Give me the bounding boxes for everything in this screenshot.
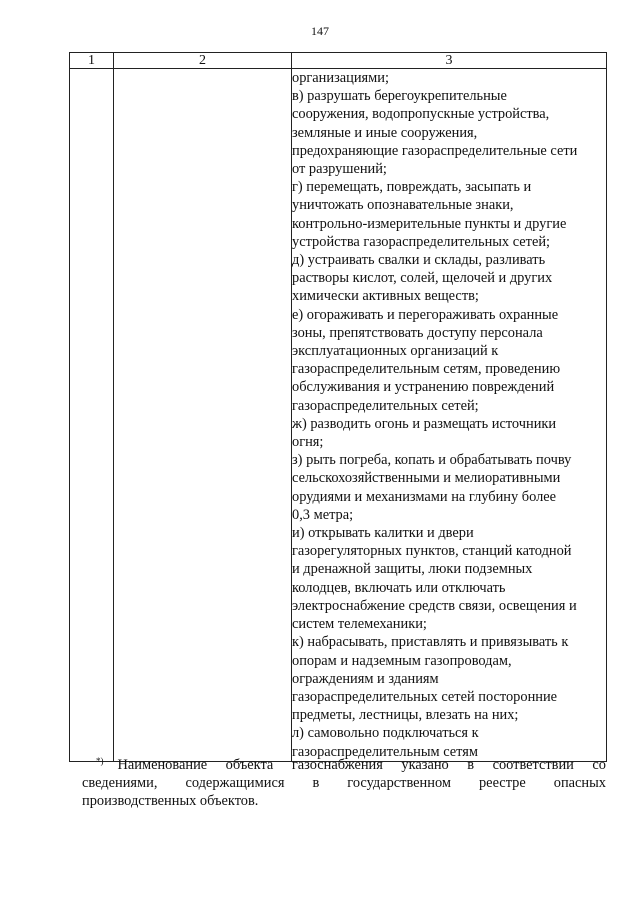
content-line: контрольно-измерительные пункты и другие bbox=[292, 215, 567, 232]
content-line: к) набрасывать, приставлять и привязывать к bbox=[292, 634, 569, 651]
content-line: сооружения, водопропускные устройства, bbox=[292, 106, 550, 123]
content-line: и дренажной защиты, люки подземных bbox=[292, 561, 533, 578]
content-line: систем телемеханики; bbox=[292, 616, 427, 633]
content-line: и) открывать калитки и двери bbox=[292, 525, 474, 542]
footnote-line bbox=[82, 756, 606, 774]
content-line: растворы кислот, солей, щелочей и других bbox=[292, 270, 553, 287]
content-line: газораспределительным сетям, проведению bbox=[292, 361, 561, 378]
column-1-cell bbox=[70, 69, 114, 762]
content-line: огня; bbox=[292, 434, 324, 451]
content-line: газораспределительным сетям bbox=[292, 743, 479, 760]
content-line: устройства газораспределительных сетей; bbox=[292, 233, 551, 250]
content-line: газорегуляторных пунктов, станций катодной bbox=[292, 543, 572, 560]
content-line: эксплуатационных организаций к bbox=[292, 343, 499, 360]
footnote-line: сведениями, содержащимися в государственном реестре опасных bbox=[82, 775, 606, 792]
content-line: л) самовольно подключаться к bbox=[292, 725, 479, 742]
content-line: опорам и надземным газопроводам, bbox=[292, 652, 512, 669]
page-number: 147 bbox=[311, 24, 329, 38]
footnote-marker: *) bbox=[96, 756, 104, 766]
content-line: предохраняющие газораспределительные сети bbox=[292, 142, 578, 159]
content-line: е) огораживать и перегораживать охранные bbox=[292, 306, 559, 323]
content-line: электроснабжение средств связи, освещения и bbox=[292, 597, 577, 614]
content-line: газораспределительных сетей посторонние bbox=[292, 688, 558, 705]
content-line: сельскохозяйственными и мелиоративными bbox=[292, 470, 561, 487]
column-2-cell bbox=[114, 69, 292, 762]
footnote-line: производственных объектов. bbox=[82, 793, 259, 810]
column-header-3: 3 bbox=[292, 53, 607, 69]
prohibitions-list bbox=[292, 69, 606, 761]
content-line: д) устраивать свалки и склады, разливать bbox=[292, 252, 546, 269]
content-line: орудиями и механизмами на глубину более bbox=[292, 488, 557, 505]
content-line: в) разрушать берегоукрепительные bbox=[292, 88, 507, 105]
content-line: организациями; bbox=[292, 70, 389, 86]
content-line: г) перемещать, повреждать, засыпать и bbox=[292, 179, 532, 196]
column-3-cell bbox=[292, 69, 607, 762]
document-table bbox=[69, 52, 607, 762]
content-line: з) рыть погреба, копать и обрабатывать почву bbox=[292, 452, 572, 469]
content-line: зоны, препятствовать доступу персонала bbox=[292, 324, 543, 341]
content-line: земляные и иные сооружения, bbox=[292, 124, 478, 141]
content-line: газораспределительных сетей; bbox=[292, 397, 479, 414]
content-line: ограждениям и зданиям bbox=[292, 670, 439, 687]
content-line: колодцев, включать или отключать bbox=[292, 579, 506, 596]
content-line: предметы, лестницы, влезать на них; bbox=[292, 707, 519, 724]
column-header-1: 1 bbox=[70, 53, 114, 69]
content-line: ж) разводить огонь и размещать источники bbox=[292, 415, 557, 432]
content-line: от разрушений; bbox=[292, 161, 387, 178]
content-line: обслуживания и устранению повреждений bbox=[292, 379, 555, 396]
footnote-text-1: Наименование объекта газоснабжения указано в соответствии со bbox=[117, 757, 606, 773]
column-header-2: 2 bbox=[114, 53, 292, 69]
table-row bbox=[70, 69, 607, 762]
footnote bbox=[82, 756, 606, 811]
table-header-row bbox=[70, 53, 607, 69]
content-line: химически активных веществ; bbox=[292, 288, 479, 305]
content-line: 0,3 метра; bbox=[292, 506, 354, 523]
content-line: уничтожать опознавательные знаки, bbox=[292, 197, 514, 214]
